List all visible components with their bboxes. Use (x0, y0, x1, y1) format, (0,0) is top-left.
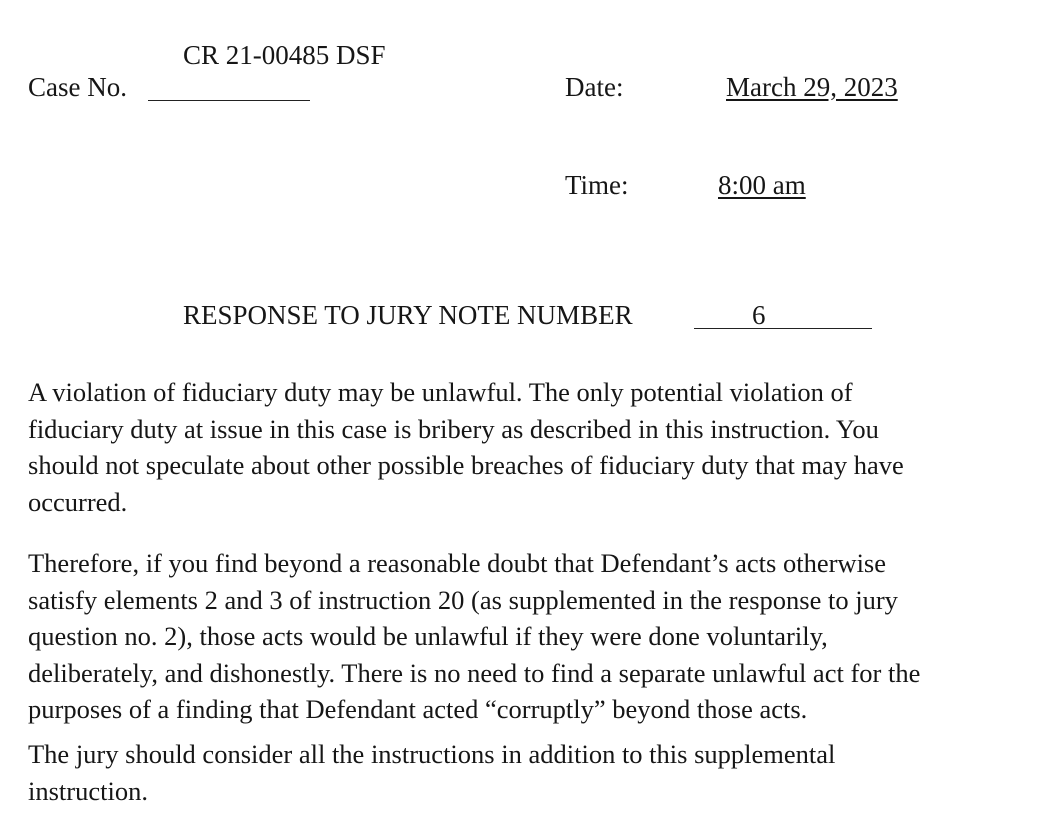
date-value: March 29, 2023 (726, 72, 898, 102)
date-label: Date: (565, 72, 624, 102)
jury-note-number: 6 (752, 300, 766, 330)
case-number-blank-line (148, 100, 310, 101)
instruction-paragraph-3: The jury should consider all the instructions in addition to this supplemental instruction. (28, 739, 836, 806)
time-value: 8:00 am (718, 170, 806, 200)
instruction-paragraph-2: Therefore, if you find beyond a reasonable doubt that Defendant’s acts otherwise satisfy elements 2 and 3 of instruction 20 (as supplemented in the response to jury question no. 2), those acts would be unlawful if they were done voluntarily, deliberately, and dishonestly. There is no need to find a separate unlawful act for the purposes of a finding that Defendant acted “corruptly” beyond those acts. (28, 548, 921, 724)
case-number-label: Case No. (28, 72, 127, 102)
note-number-blank-line (694, 328, 872, 329)
case-number: CR 21-00485 DSF (183, 40, 386, 70)
time-label: Time: (565, 170, 629, 200)
instruction-paragraph-1: A violation of fiduciary duty may be unlawful. The only potential violation of fiduciary duty at issue in this case is bribery as described in this instruction. You should not speculate about other possible breaches of fiduciary duty that may have occurred. (28, 377, 904, 517)
response-heading: RESPONSE TO JURY NOTE NUMBER (183, 300, 633, 330)
